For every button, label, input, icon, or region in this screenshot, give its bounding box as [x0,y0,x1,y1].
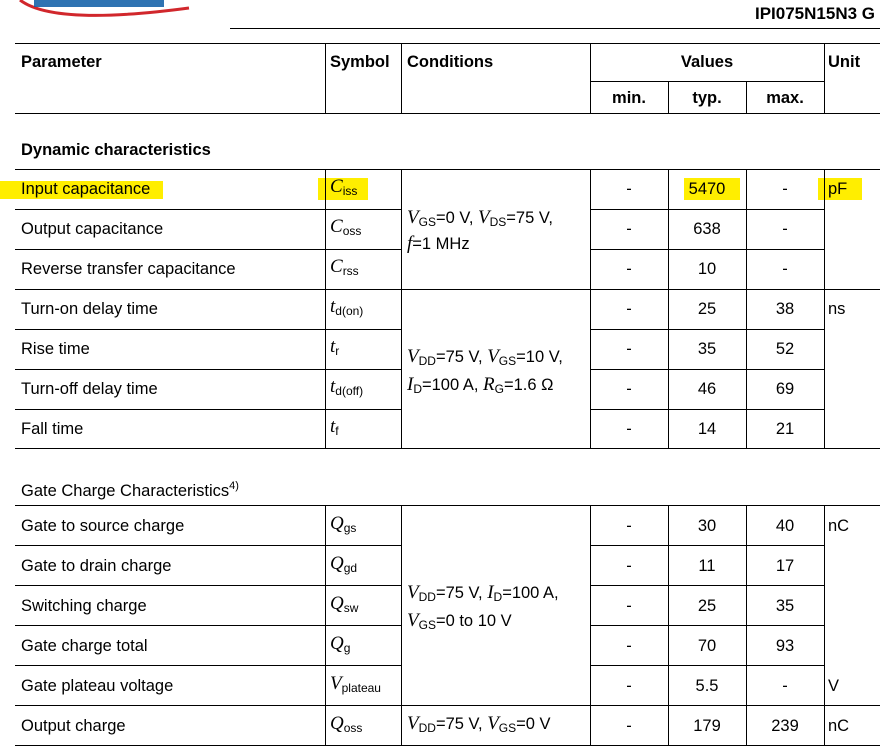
value-min: - [626,597,632,615]
value-max: 35 [775,597,795,615]
param-name: Turn-on delay time [21,300,158,318]
value-min: - [626,637,632,655]
param-name: Reverse transfer capacitance [21,260,236,278]
param-name: Gate to source charge [21,517,185,535]
rule [590,369,824,370]
rule [824,505,825,745]
rule [15,369,401,370]
header-min: min. [612,89,646,107]
rule [325,505,326,745]
rule [15,289,880,290]
param-name: Gate to drain charge [21,557,172,575]
rule [15,545,401,546]
rule [401,505,402,745]
symbol: $V_{plateau}$ [330,673,381,695]
rule [590,409,824,410]
rule [15,409,401,410]
conditions-capacitance: $V_{GS}=0$ V, $V_{DS}=75$ V, f=1 MHz [407,207,553,254]
rule [15,745,880,746]
symbol: $t_f$ [330,416,339,438]
rule [15,705,880,706]
value-min: - [626,340,632,358]
header-parameter: Parameter [21,53,102,71]
value-typ: 30 [697,517,717,535]
rule [590,209,824,210]
rule [590,505,591,745]
value-min: - [626,420,632,438]
rule [325,43,326,113]
rule [746,505,747,745]
rule [15,625,401,626]
value-max: 40 [775,517,795,535]
rule [15,505,880,506]
symbol: $t_{d(on)}$ [330,296,364,318]
rule [590,81,824,82]
symbol: $C_{oss}$ [330,216,362,238]
symbol: $t_{d(off)}$ [330,376,364,398]
param-name: Gate charge total [21,637,148,655]
rule [590,545,824,546]
rule [15,249,401,250]
manufacturer-logo [14,0,194,26]
rule [668,505,669,745]
rule [590,665,824,666]
header-unit: Unit [828,53,861,71]
value-min: - [626,220,632,238]
header-conditions: Conditions [407,53,494,71]
value-typ: 638 [693,220,721,238]
value-min: - [626,300,632,318]
rule [15,209,401,210]
value-typ: 10 [697,260,717,278]
value-min: - [626,677,632,695]
rule [15,448,880,449]
value-max: 38 [775,300,795,318]
section-gate-charge: Gate Charge Characteristics$^{4)}$ [21,480,239,500]
header-max: max. [766,89,804,107]
unit: ns [828,300,846,318]
param-name: Input capacitance [21,180,151,198]
header-typ: typ. [692,89,722,107]
rule [824,43,825,113]
header-values: Values [680,53,734,71]
value-min: - [626,180,632,198]
rule [401,43,402,113]
value-max: 69 [775,380,795,398]
symbol: $t_r$ [330,336,340,358]
value-max: - [782,260,788,278]
value-typ: 25 [697,597,717,615]
param-name: Output capacitance [21,220,164,238]
value-min: - [626,557,632,575]
symbol: $C_{rss}$ [330,256,359,278]
value-max: 52 [775,340,795,358]
value-typ: 70 [697,637,717,655]
unit: V [828,677,840,695]
value-max: 17 [775,557,795,575]
unit: nC [828,717,850,735]
rule [325,169,326,448]
rule [15,169,880,170]
value-typ: 5470 [688,180,726,198]
value-typ: 179 [693,717,721,735]
value-min: - [626,260,632,278]
value-max: 93 [775,637,795,655]
symbol: $C_{iss}$ [330,176,358,198]
symbol: $Q_{gd}$ [330,553,358,575]
value-max: - [782,677,788,695]
value-typ: 11 [698,557,716,575]
conditions-gate-charge: $V_{DD}=75$ V, $I_D=100$ A, $V_{GS}=0$ to 10 V [407,582,559,632]
rule [230,28,880,29]
rule [401,169,402,448]
param-name: Rise time [21,340,90,358]
param-name: Fall time [21,420,84,438]
conditions-output-charge: $V_{DD}=75$ V, $V_{GS}=0$ V [407,713,551,735]
conditions-switching: $V_{DD}=75$ V, $V_{GS}=10$ V, $I_D=100$ A, $R_G=1.6$ Ω [407,346,563,396]
value-typ: 25 [697,300,717,318]
value-max: 21 [775,420,795,438]
section-dynamic: Dynamic characteristics [21,141,211,159]
rule [15,43,880,44]
value-typ: 5.5 [695,677,719,695]
rule [590,625,824,626]
symbol: $Q_g$ [330,633,351,655]
header-symbol: Symbol [330,53,390,71]
param-name: Turn-off delay time [21,380,158,398]
value-max: - [782,180,788,198]
rule [590,329,824,330]
rule [15,113,880,114]
rule [15,585,401,586]
value-min: - [626,380,632,398]
unit: nC [828,517,850,535]
part-number: IPI075N15N3 G [754,4,875,23]
param-name: Output charge [21,717,126,735]
value-min: - [626,717,632,735]
symbol: $Q_{sw}$ [330,593,359,615]
param-name: Switching charge [21,597,147,615]
rule [824,169,825,448]
value-max: - [782,220,788,238]
value-min: - [626,517,632,535]
value-typ: 14 [697,420,717,438]
symbol: $Q_{gs}$ [330,513,357,535]
value-typ: 35 [697,340,717,358]
rule [15,329,401,330]
unit: pF [828,180,848,198]
rule [590,249,824,250]
value-typ: 46 [697,380,717,398]
rule [15,665,401,666]
symbol: $Q_{oss}$ [330,713,363,735]
rule [590,585,824,586]
value-max: 239 [771,717,799,735]
param-name: Gate plateau voltage [21,677,174,695]
